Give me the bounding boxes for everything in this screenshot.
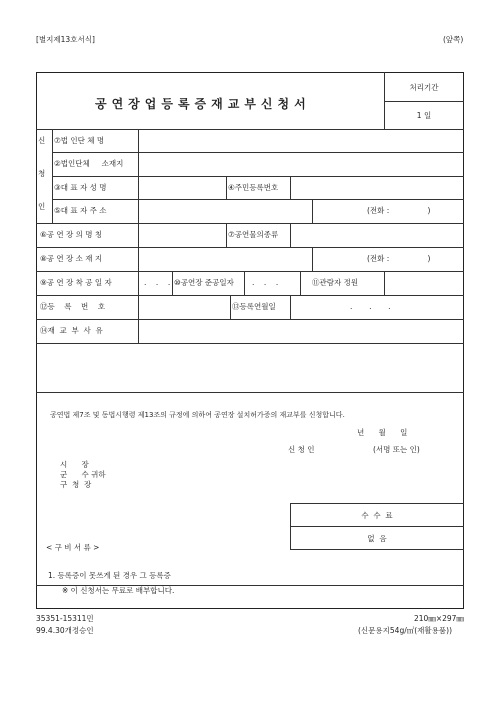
processing-period-label: 처리기간	[409, 83, 439, 92]
form-code: 35351-15311민	[36, 614, 94, 623]
registration-date-value: . . .	[350, 302, 391, 311]
applicant-line: 신 청 인	[288, 445, 315, 454]
applicant-label-1: 신	[38, 136, 46, 145]
form-title: 공연장업등록증재교부신청서	[95, 97, 311, 111]
date-line: 년 월 일	[357, 428, 408, 437]
processing-period-value: 1 일	[416, 111, 432, 120]
paper-spec: (신문용지54g/㎡(재활용품))	[358, 626, 452, 635]
required-docs-header: < 구 비 서 류 >	[46, 543, 100, 552]
completion-date-value: . . .	[252, 278, 279, 287]
start-date-value: . . .	[144, 278, 171, 287]
fee-label: 수 수 료	[361, 511, 393, 520]
application-statement: 공연법 제7조 및 동법시행령 제13조의 규정에 의하여 공연장 설치허가증의 재교부를 신청합니다.	[50, 411, 345, 419]
registration-number-label: ⑫등 록 번 호	[40, 302, 106, 311]
start-date-label: ⑨공 연 장 착 공 일 자	[40, 278, 112, 287]
corp-address-label: ②법인단체 소재지	[54, 159, 124, 168]
rep-address-label: ⑤대 표 자 주 소	[54, 206, 107, 215]
venue-name-label: ⑥공 연 장 의 명 칭	[40, 230, 103, 239]
front-side-label: (앞쪽)	[443, 35, 464, 44]
completion-date-label: ⑩공연장 준공일자	[174, 278, 234, 287]
performance-type-label: ⑦공연물의종류	[228, 230, 279, 239]
applicant-label-2: 청	[38, 169, 46, 178]
corp-name-label: ⑦법 인단 체 명	[54, 136, 105, 145]
registration-date-label: ⑬등록연월일	[232, 302, 276, 311]
phone-field-2: (전화 : )	[367, 254, 431, 263]
resident-number-label: ④주민등록번호	[228, 183, 279, 192]
required-doc-item-1: 1. 등록증이 못쓰게 된 경우 그 등록증	[48, 571, 171, 580]
applicant-label-3: 인	[38, 202, 46, 211]
addressee-gun: 군 수 귀하	[60, 470, 106, 479]
free-distribution-note: ※ 이 신청서는 무료로 배부합니다.	[62, 586, 175, 595]
venue-address-label: ⑧공 연 장 소 재 지	[40, 254, 103, 263]
fee-value: 없 음	[367, 534, 387, 543]
addressee-si: 시 장	[60, 460, 89, 469]
signature-note: (서명 또는 인)	[373, 445, 420, 454]
reissue-reason-label: ⑭재 교 부 사 유	[40, 326, 103, 335]
rep-name-label: ③대 표 자 성 명	[54, 183, 107, 192]
approval-date: 99.4.30개정승인	[36, 626, 94, 635]
addressee-gu: 구 청 장	[60, 480, 92, 489]
paper-size: 210㎜×297㎜	[414, 614, 464, 623]
capacity-label: ⑪관람자 정원	[312, 278, 359, 287]
form-number: [별지제13호서식]	[36, 35, 95, 44]
phone-field-1: (전화 : )	[367, 206, 431, 215]
